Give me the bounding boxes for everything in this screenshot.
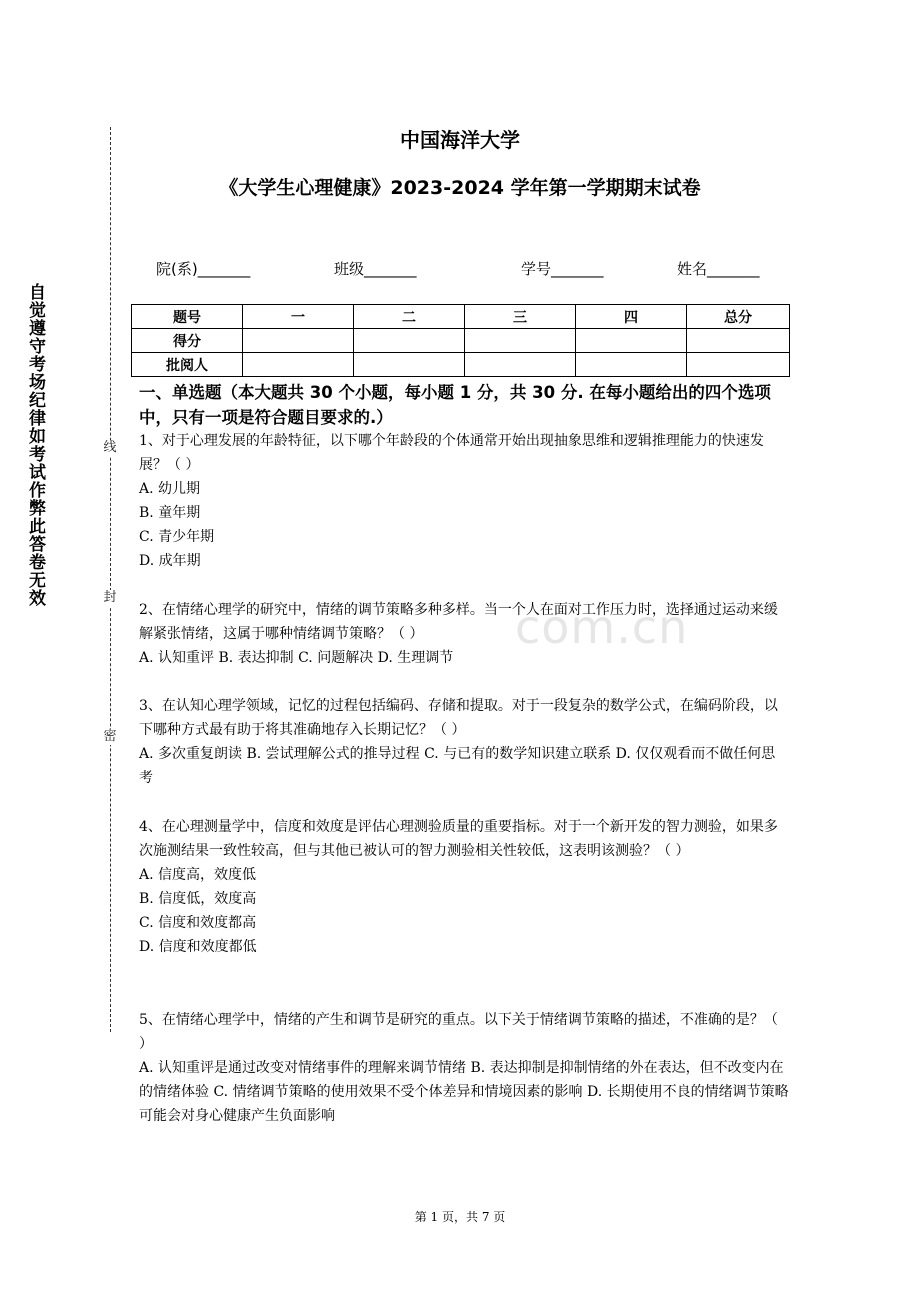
question-stem: 4、在心理测量学中，信度和效度是评估心理测验质量的重要指标。对于一个新开发的智力测验，如果多次施测结果一致性较高，但与其他已被认可的智力测验相关性较低，这表明该测验？（ ）: [139, 819, 778, 859]
score-cell[interactable]: [687, 329, 790, 353]
score-table-header-row: [132, 305, 790, 329]
grader-cell[interactable]: [243, 353, 354, 377]
cut-label-line: 线: [103, 440, 117, 455]
header-cell-part-4: 四: [576, 305, 687, 329]
question-stem: 2、在情绪心理学的研究中，情绪的调节策略多种多样。当一个人在面对工作压力时，选择通过运动来缓解紧张情绪，这属于哪种情绪调节策略？（ ）: [139, 602, 778, 642]
question-5: [139, 1008, 789, 1128]
watermark: com.cn: [515, 600, 689, 654]
grader-cell[interactable]: [576, 353, 687, 377]
seal-cut-line: [110, 127, 111, 1032]
question-stem: 1、对于心理发展的年龄特征，以下哪个年龄段的个体通常开始出现抽象思维和逻辑推理能力的快速发展？（ ）: [139, 433, 764, 473]
question-options[interactable]: A. 认知重评是通过改变对情绪事件的理解来调节情绪 B. 表达抑制是抑制情绪的外在表达，但不改变内在的情绪体验 C. 情绪调节策略的使用效果不受个体差异和情境因素的影响 D. 长期使用不良的情绪调节策略可能会对身心健康产生负面影响: [139, 1060, 789, 1124]
header-cell-total: 总分: [687, 305, 790, 329]
question-stem: 5、在情绪心理学中，情绪的产生和调节是研究的重点。以下关于情绪调节策略的描述，不准确的是？（ ）: [139, 1012, 778, 1052]
header-cell-part-3: 三: [465, 305, 576, 329]
department-field[interactable]: 院(系)_______: [156, 260, 251, 278]
score-cell[interactable]: [243, 329, 354, 353]
class-field[interactable]: 班级_______: [334, 260, 417, 278]
question-2: [139, 598, 789, 670]
score-table: [131, 304, 790, 377]
question-3: [139, 694, 789, 790]
grader-cell[interactable]: [354, 353, 465, 377]
row-label-grader: 批阅人: [132, 353, 243, 377]
option-b[interactable]: B. 信度低，效度高: [139, 891, 257, 907]
score-cell[interactable]: [465, 329, 576, 353]
cut-label-seal: 封: [103, 590, 117, 605]
header-cell-part-2: 二: [354, 305, 465, 329]
score-cell[interactable]: [354, 329, 465, 353]
option-d[interactable]: D. 信度和效度都低: [139, 939, 257, 955]
option-c[interactable]: C. 青少年期: [139, 529, 215, 545]
question-options[interactable]: A. 多次重复朗读 B. 尝试理解公式的推导过程 C. 与已有的数学知识建立联系 D. 仅仅观看而不做任何思考: [139, 746, 776, 786]
exam-title: 《大学生心理健康》2023-2024 学年第一学期期末试卷: [219, 177, 701, 199]
section-heading: 一、单选题（本大题共 30 个小题，每小题 1 分，共 30 分. 在每小题给出的四个选项中，只有一项是符合题目要求的.）: [139, 383, 771, 427]
cut-label-secret: 密: [103, 729, 117, 744]
question-4: [139, 815, 789, 959]
name-field[interactable]: 姓名_______: [677, 260, 760, 278]
header-cell-part-1: 一: [243, 305, 354, 329]
grader-row: [132, 353, 790, 377]
page-number: 第 1 页，共 7 页: [414, 1210, 506, 1224]
question-1: [139, 429, 789, 573]
header-cell-question-no: 题号: [132, 305, 243, 329]
option-c[interactable]: C. 信度和效度都高: [139, 915, 257, 931]
option-a[interactable]: A. 信度高，效度低: [139, 867, 257, 883]
score-row: [132, 329, 790, 353]
option-d[interactable]: D. 成年期: [139, 553, 201, 569]
question-stem: 3、在认知心理学领域，记忆的过程包括编码、存储和提取。对于一段复杂的数学公式，在编码阶段，以下哪种方式最有助于将其准确地存入长期记忆？（ ）: [139, 698, 778, 738]
score-cell[interactable]: [576, 329, 687, 353]
grader-cell[interactable]: [687, 353, 790, 377]
row-label-score: 得分: [132, 329, 243, 353]
option-a[interactable]: A. 幼儿期: [139, 481, 201, 497]
option-b[interactable]: B. 童年期: [139, 505, 201, 521]
exam-discipline-warning: 自觉遵守考场纪律如考试作弊此答卷无效: [25, 283, 45, 607]
student-id-field[interactable]: 学号_______: [521, 260, 604, 278]
question-options[interactable]: A. 认知重评 B. 表达抑制 C. 问题解决 D. 生理调节: [139, 650, 454, 666]
grader-cell[interactable]: [465, 353, 576, 377]
university-title: 中国海洋大学: [400, 128, 520, 152]
